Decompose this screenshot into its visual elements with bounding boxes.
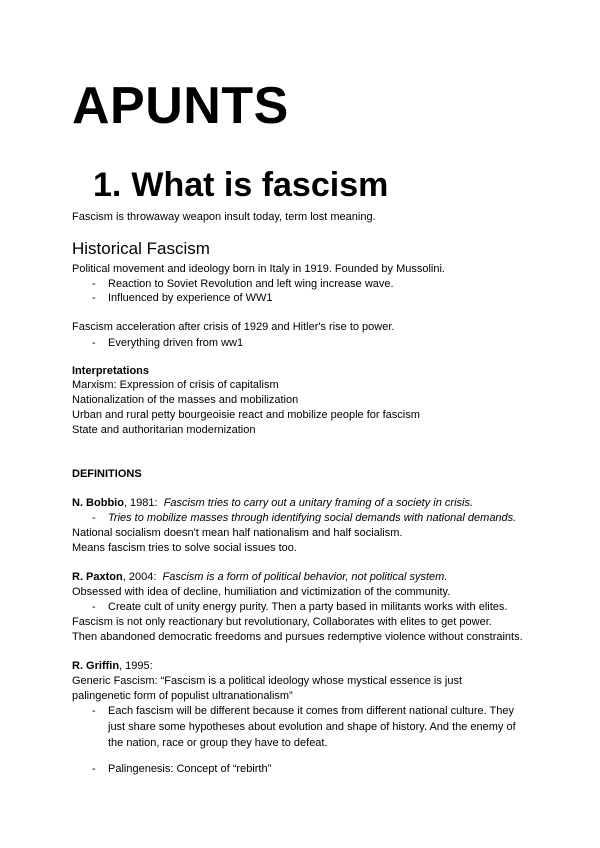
- bullet-marker: -: [92, 763, 96, 775]
- author-quote: Fascism is a form of political behavior, not political system.: [162, 571, 448, 583]
- definition-paxton: [72, 570, 447, 585]
- paragraph-line: Means fascism tries to solve social issues too.: [72, 542, 297, 554]
- interpretation-item: Nationalization of the masses and mobilization: [72, 394, 299, 406]
- author-quote: Fascism tries to carry out a unitary framing of a society in crisis.: [163, 497, 474, 509]
- paragraph-line: palingenetic form of populist ultranationalism”: [72, 690, 293, 702]
- author-year: , 1981:: [123, 497, 158, 509]
- bullet-item: Create cult of unity energy purity. Then a party based in militants works with elites.: [108, 601, 508, 613]
- author-name: N. Bobbio: [72, 497, 124, 509]
- paragraph-line: Obsessed with idea of decline, humiliation and victimization of the community.: [72, 586, 451, 598]
- interpretations-label: Interpretations: [72, 365, 150, 377]
- definition-bobbio: [72, 496, 473, 511]
- author-name: R. Paxton: [72, 571, 123, 583]
- paragraph-line: National socialism doesn't mean half nationalism and half socialism.: [72, 527, 403, 539]
- definition-griffin: [72, 659, 153, 674]
- document-title: APUNTS: [72, 77, 289, 135]
- bullet-marker: -: [92, 337, 96, 349]
- section-number: 1.: [93, 166, 122, 204]
- definitions-label: DEFINITIONS: [72, 468, 142, 480]
- bullet-item: Palingenesis: Concept of “rebirth”: [108, 763, 272, 775]
- author-year: , 2004:: [122, 571, 157, 583]
- interpretation-item: Marxism: Expression of crisis of capitalism: [72, 379, 279, 391]
- bullet-item: Each fascism will be different because it comes from different national culture. They just share some hypotheses about evolution and shape of history. And the enemy of the nation, race or group they have to defeat.: [108, 705, 516, 749]
- bullet-marker: -: [92, 278, 96, 290]
- interpretation-item: Urban and rural petty bourgeoisie react and mobilize people for fascism: [72, 409, 420, 421]
- bullet-marker: -: [92, 601, 96, 613]
- bullet-marker: -: [92, 292, 96, 304]
- subheading-historical: Historical Fascism: [72, 239, 210, 258]
- bullet-item: Tries to mobilize masses through identifying social demands with national demands.: [108, 512, 517, 524]
- bullet-marker: -: [92, 705, 96, 717]
- author-name: R. Griffin: [72, 660, 120, 672]
- intro-text: Fascism is throwaway weapon insult today, term lost meaning.: [72, 211, 376, 223]
- bullet-item: Influenced by experience of WW1: [108, 292, 273, 304]
- paragraph-line: Political movement and ideology born in Italy in 1919. Founded by Mussolini.: [72, 263, 445, 275]
- paragraph-line: Then abandoned democratic freedoms and pursues redemptive violence without constraints.: [72, 631, 523, 643]
- interpretation-item: State and authoritarian modernization: [72, 424, 256, 436]
- bullet-item: Everything driven from ww1: [108, 337, 244, 349]
- author-year: , 1995:: [119, 660, 153, 672]
- bullet-item: Reaction to Soviet Revolution and left wing increase wave.: [108, 278, 394, 290]
- paragraph-line: Generic Fascism: “Fascism is a political ideology whose mystical essence is just: [72, 675, 463, 687]
- paragraph-line: Fascism is not only reactionary but revolutionary, Collaborates with elites to get power.: [72, 616, 492, 628]
- section-heading: [93, 164, 388, 206]
- paragraph-line: Fascism acceleration after crisis of 1929 and Hitler's rise to power.: [72, 321, 395, 333]
- section-title: What is fascism: [131, 166, 389, 204]
- bullet-marker: -: [92, 512, 96, 524]
